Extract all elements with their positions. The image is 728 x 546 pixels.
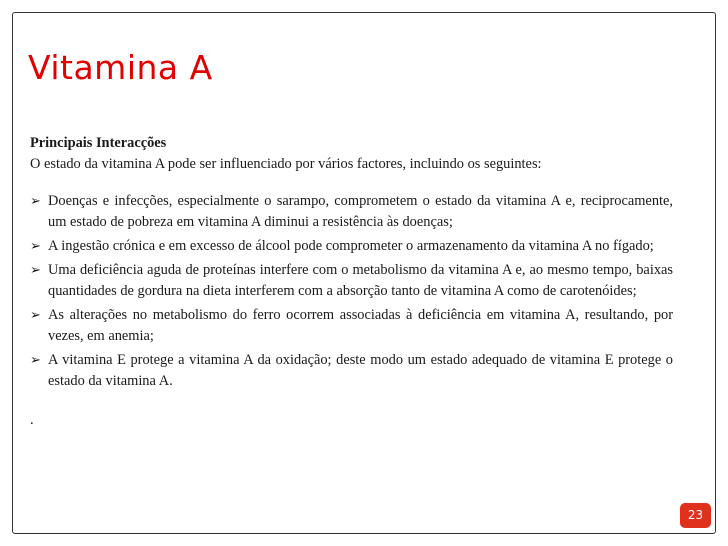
bullet-text: A ingestão crónica e em excesso de álcool pode comprometer o armazenamento da vitamina A no fígado; [48, 238, 654, 254]
section-heading: Principais Interacções [30, 135, 167, 151]
intro-text: O estado da vitamina A pode ser influenciado por vários factores, incluindo os seguintes: [30, 156, 542, 172]
bullet-text: Uma deficiência aguda de proteínas interfere com o metabolismo da vitamina A e, ao mesmo tempo, baixas quantidades de gordura na dieta interferem com a absorção tanto de vitamina A como de carotenóides; [48, 262, 673, 299]
bullet-text: Doenças e infecções, especialmente o sarampo, comprometem o estado da vitamina A e, reciprocamente, um estado de pobreza em vitamina A diminui a resistência às doenças; [48, 193, 673, 230]
page-number-badge: 23 [680, 503, 711, 528]
bullet-item [30, 236, 673, 257]
trailing-text: . [30, 412, 34, 428]
bullet-item [30, 260, 673, 302]
bullet-list [30, 191, 673, 392]
bullet-text: As alterações no metabolismo do ferro ocorrem associadas à deficiência em vitamina A, resultando, por vezes, em anemia; [48, 307, 673, 344]
arrow-bullet-icon: ➢ [30, 239, 41, 254]
bullet-item [30, 305, 673, 347]
arrow-bullet-icon: ➢ [30, 308, 41, 323]
bullet-text: A vitamina E protege a vitamina A da oxidação; deste modo um estado adequado de vitamina E protege o estado da vitamina A. [48, 352, 673, 389]
arrow-bullet-icon: ➢ [30, 353, 41, 368]
bullet-item [30, 350, 673, 392]
arrow-bullet-icon: ➢ [30, 263, 41, 278]
slide-content [30, 133, 673, 445]
arrow-bullet-icon: ➢ [30, 194, 41, 209]
slide-title: Vitamina A [28, 48, 213, 87]
bullet-item [30, 191, 673, 233]
